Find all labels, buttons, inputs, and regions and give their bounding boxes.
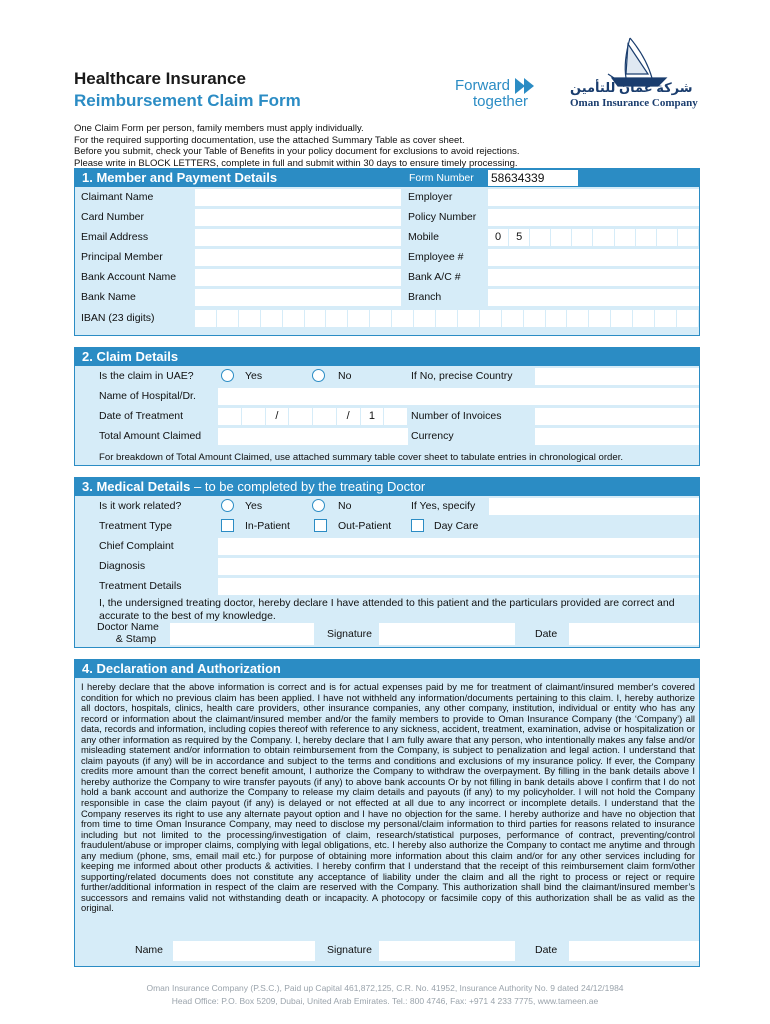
currency-label: Currency bbox=[411, 430, 454, 442]
mobile-digit bbox=[551, 229, 572, 246]
bank-account-name-input[interactable] bbox=[195, 269, 401, 286]
doctor-name-text: Doctor Name bbox=[97, 621, 159, 633]
country-input[interactable] bbox=[535, 368, 699, 385]
iban-cell bbox=[283, 310, 305, 327]
intro-line: For the required supporting documentation, use the attached Summary Table as cover sheet. bbox=[74, 134, 465, 146]
date-separator: / bbox=[266, 408, 290, 425]
iban-cell bbox=[326, 310, 348, 327]
doctor-name-input[interactable] bbox=[170, 623, 314, 645]
iban-cell bbox=[546, 310, 568, 327]
intro-line: Please write in BLOCK LETTERS, complete in full and submit within 30 days to ensure timely processing. bbox=[74, 157, 518, 169]
iban-cell bbox=[305, 310, 327, 327]
doctor-date-input[interactable] bbox=[569, 623, 699, 645]
iban-cell bbox=[348, 310, 370, 327]
mobile-digit bbox=[657, 229, 678, 246]
num-invoices-input[interactable] bbox=[535, 408, 699, 425]
footer-contact-info: Head Office: P.O. Box 5209, Dubai, United Arab Emirates. Tel.: 800 4746, Fax: +971 4 233 7775, www.tameen.ae bbox=[171, 996, 599, 1006]
diagnosis-label: Diagnosis bbox=[99, 560, 146, 572]
iban-input[interactable] bbox=[195, 310, 699, 327]
treatment-type-label: Treatment Type bbox=[99, 520, 172, 532]
section-member-payment bbox=[74, 168, 700, 336]
email-label: Email Address bbox=[81, 231, 149, 243]
bank-name-label: Bank Name bbox=[81, 291, 136, 303]
section-medical-details bbox=[74, 477, 700, 648]
iban-cell bbox=[392, 310, 414, 327]
signature-input[interactable] bbox=[379, 941, 515, 961]
chief-complaint-label: Chief Complaint bbox=[99, 540, 174, 552]
total-amount-label: Total Amount Claimed bbox=[99, 430, 202, 442]
date-treatment-label: Date of Treatment bbox=[99, 410, 184, 422]
slogan bbox=[455, 78, 528, 110]
principal-member-input[interactable] bbox=[195, 249, 401, 266]
forward-arrows-icon bbox=[515, 78, 537, 94]
email-input[interactable] bbox=[195, 229, 401, 246]
in-patient-checkbox[interactable] bbox=[221, 519, 234, 532]
iban-cell bbox=[655, 310, 677, 327]
bank-ac-label: Bank A/C # bbox=[408, 271, 461, 283]
uae-yes-label: Yes bbox=[245, 370, 263, 382]
work-yes-radio[interactable] bbox=[221, 499, 234, 512]
intro-line: One Claim Form per person, family members must apply individually. bbox=[74, 123, 364, 134]
iban-cell bbox=[458, 310, 480, 327]
out-patient-checkbox[interactable] bbox=[314, 519, 327, 532]
specify-input[interactable] bbox=[489, 498, 699, 515]
iban-cell bbox=[195, 310, 217, 327]
slogan-line1: Forward bbox=[455, 77, 511, 94]
doctor-date-label: Date bbox=[535, 628, 558, 640]
mobile-digit bbox=[572, 229, 593, 246]
uae-yes-radio[interactable] bbox=[221, 369, 234, 382]
intro-instructions bbox=[74, 123, 520, 169]
date-cell bbox=[218, 408, 242, 425]
mobile-digit bbox=[530, 229, 551, 246]
date-input[interactable] bbox=[569, 941, 699, 961]
doctor-name-label bbox=[97, 621, 159, 645]
section1-title: 1. Member and Payment Details bbox=[82, 170, 278, 185]
section-claim-details bbox=[74, 347, 700, 466]
work-related-label: Is it work related? bbox=[99, 500, 182, 512]
date-cell bbox=[289, 408, 313, 425]
signature-label: Signature bbox=[327, 944, 372, 956]
iban-cell bbox=[370, 310, 392, 327]
uae-no-radio[interactable] bbox=[312, 369, 325, 382]
in-patient-label: In-Patient bbox=[245, 520, 290, 532]
mobile-digit: 0 bbox=[488, 229, 509, 246]
out-patient-label: Out-Patient bbox=[338, 520, 392, 532]
company-name-english: Oman Insurance Company bbox=[570, 97, 698, 109]
bank-name-input[interactable] bbox=[195, 289, 401, 306]
treatment-details-input[interactable] bbox=[218, 578, 699, 595]
breakdown-note: For breakdown of Total Amount Claimed, use attached summary table cover sheet to tabulate entries in chronological order. bbox=[99, 452, 624, 463]
iban-cell bbox=[239, 310, 261, 327]
iban-cell bbox=[261, 310, 283, 327]
form-title: Healthcare Insurance bbox=[74, 69, 246, 88]
doctor-signature-label: Signature bbox=[327, 628, 372, 640]
date-treatment-input[interactable] bbox=[218, 408, 408, 425]
bank-account-name-label: Bank Account Name bbox=[81, 271, 177, 283]
iban-cell bbox=[502, 310, 524, 327]
iban-cell bbox=[611, 310, 633, 327]
mobile-input[interactable] bbox=[488, 229, 699, 246]
name-label: Name bbox=[135, 944, 164, 956]
company-name-arabic: شركة عُمان للتأمين bbox=[570, 80, 693, 95]
mobile-digit bbox=[593, 229, 614, 246]
uae-no-label: No bbox=[338, 370, 352, 382]
date-cell bbox=[242, 408, 266, 425]
doctor-signature-input[interactable] bbox=[379, 623, 515, 645]
branch-input[interactable] bbox=[488, 289, 699, 306]
date-label: Date bbox=[535, 944, 558, 956]
card-number-input[interactable] bbox=[195, 209, 401, 226]
name-input[interactable] bbox=[173, 941, 315, 961]
claimant-name-input[interactable] bbox=[195, 189, 401, 206]
card-number-label: Card Number bbox=[81, 211, 145, 223]
iban-cell bbox=[436, 310, 458, 327]
day-care-checkbox[interactable] bbox=[411, 519, 424, 532]
iban-label: IBAN (23 digits) bbox=[81, 312, 155, 324]
employee-number-label: Employee # bbox=[408, 251, 464, 263]
section3-title bbox=[75, 478, 699, 496]
policy-number-input[interactable] bbox=[488, 209, 699, 226]
employer-input[interactable] bbox=[488, 189, 699, 206]
iban-cell bbox=[480, 310, 502, 327]
iban-cell bbox=[217, 310, 239, 327]
work-no-label: No bbox=[338, 500, 352, 512]
declaration-text: I hereby declare that the above information is correct and is for actual expenses paid by me for treatment of claimant/insured member's covered condition for which no previous claim has been applied. I have not withheld any information/documents pertaining to this claim. I, hereby authorize all doctors, hospitals, clinics, health care providers, other insurance companies, any other company, institution, individual or entity who has any record or information about the claimant/insured member and/or the family members to provide to Oman Insurance Company (the ‘Company’) all data, records and information, including copies thereof with reference to any sickness, accident, treatment, examination, advise or hospitalization or any other information as required by the Company. I, hereby declare that I am fully aware that any person, who intentionally makes any false and/or misleading statement and/or information to obtain reimbursement from the Company, is subject to penalization and legal action. I understand that claim payouts (if any) will be in accordance and subject to the terms and conditions and exclusions of my insurance policy. If ever, the Company credits more amount than the correct benefit amount, I authorize the Company to withdraw the overpayment. By filling in the bank details above I hereby authorize the Company to wire transfer payouts (if any) to above bank accounts Or by not filling in bank details above I confirm that I do not hold a bank account and authorize the Company to release my claim details and payouts (if any) to my policyholder. I will not hold the Company responsible in case the claim payout (if any) is delayed or not effected at all due to any incorrect or incomplete details. I understand that the Company reserves its right to use any alternate payout option and I have no objection for the same. I hereby authorize and have no objection that from time to time Oman Insurance Company, may need to disclose my personal/claim information to third parties for reasons related to insurance including but not limited to the processing/investigation of claim, research/statistical purposes, performance of contract, preventing/control fraudulent/abuse or improper claims, complying with legal obligations, etc. I hereby also authorize the Company to contact me anytime and through any medium (phone, sms, email mail etc.) for purpose of obtaining more information about this claim and/or for any other services including for keeping me informed about other products & activities. I hereby confirm that I understand that the receipt of this reimbursement claim form/other supporting/related documents does not constitute any acceptance of liability under the claim and all the right to process or reject or require further/additional information in respect of the claim are reserved with the Company. This authorization shall bind the claimant/insured member’s successors and remains valid not withstanding death or incapacity. A photocopy or facsimile copy of this authorization shall be as valid as the original. bbox=[81, 681, 695, 914]
mobile-digit bbox=[615, 229, 636, 246]
date-separator: / bbox=[337, 408, 361, 425]
slogan-line2: together bbox=[473, 93, 529, 110]
policy-number-label: Policy Number bbox=[408, 211, 477, 223]
form-number-label: Form Number bbox=[409, 172, 474, 184]
iban-cell bbox=[677, 310, 699, 327]
iban-cell bbox=[589, 310, 611, 327]
date-cell bbox=[313, 408, 337, 425]
section2-title: 2. Claim Details bbox=[75, 348, 699, 366]
employer-label: Employer bbox=[408, 191, 453, 203]
date-cell: 1 bbox=[361, 408, 385, 425]
diagnosis-input[interactable] bbox=[218, 558, 699, 575]
in-uae-label: Is the claim in UAE? bbox=[99, 370, 194, 382]
work-no-radio[interactable] bbox=[312, 499, 325, 512]
work-yes-label: Yes bbox=[245, 500, 263, 512]
num-invoices-label: Number of Invoices bbox=[411, 410, 502, 422]
section-declaration bbox=[74, 659, 700, 967]
mobile-digit bbox=[636, 229, 657, 246]
hospital-input[interactable] bbox=[218, 388, 699, 405]
form-subtitle: Reimbursement Claim Form bbox=[74, 91, 301, 110]
footer-company-info: Oman Insurance Company (P.S.C.), Paid up Capital 461,872,125, C.R. No. 41952, Insurance Authority No. 9 dated 24/12/1984 bbox=[146, 983, 624, 993]
country-label: If No, precise Country bbox=[411, 370, 513, 382]
mobile-digit: 5 bbox=[509, 229, 530, 246]
section3-title-bold: 3. Medical Details bbox=[82, 479, 191, 494]
section3-title-rest: – to be completed by the treating Doctor bbox=[190, 479, 426, 494]
stamp-text: & Stamp bbox=[115, 633, 157, 645]
form-number-value: 58634339 bbox=[488, 170, 578, 186]
chief-complaint-input[interactable] bbox=[218, 538, 699, 555]
day-care-label: Day Care bbox=[434, 520, 479, 532]
hospital-label: Name of Hospital/Dr. bbox=[99, 390, 196, 402]
claimant-name-label: Claimant Name bbox=[81, 191, 154, 203]
branch-label: Branch bbox=[408, 291, 442, 303]
iban-cell bbox=[524, 310, 546, 327]
intro-line: Before you submit, check your Table of Benefits in your policy document for exclusions to avoid rejections. bbox=[74, 146, 520, 157]
iban-cell bbox=[567, 310, 589, 327]
currency-input[interactable] bbox=[535, 428, 699, 445]
total-amount-input[interactable] bbox=[218, 428, 408, 445]
bank-ac-input[interactable] bbox=[488, 269, 699, 286]
principal-member-label: Principal Member bbox=[81, 251, 163, 263]
mobile-label: Mobile bbox=[408, 231, 439, 243]
mobile-digit bbox=[678, 229, 699, 246]
specify-label: If Yes, specify bbox=[411, 500, 476, 512]
iban-cell bbox=[633, 310, 655, 327]
treatment-details-label: Treatment Details bbox=[99, 580, 182, 592]
doctor-declaration: I, the undersigned treating doctor, hereby declare I have attended to this patient and the particulars provided are correct and accurate to the best of my knowledge. bbox=[99, 597, 675, 622]
employee-number-input[interactable] bbox=[488, 249, 699, 266]
section-title bbox=[75, 169, 699, 187]
form-header bbox=[0, 0, 770, 120]
section4-title: 4. Declaration and Authorization bbox=[75, 660, 699, 678]
date-cell bbox=[384, 408, 408, 425]
iban-cell bbox=[414, 310, 436, 327]
